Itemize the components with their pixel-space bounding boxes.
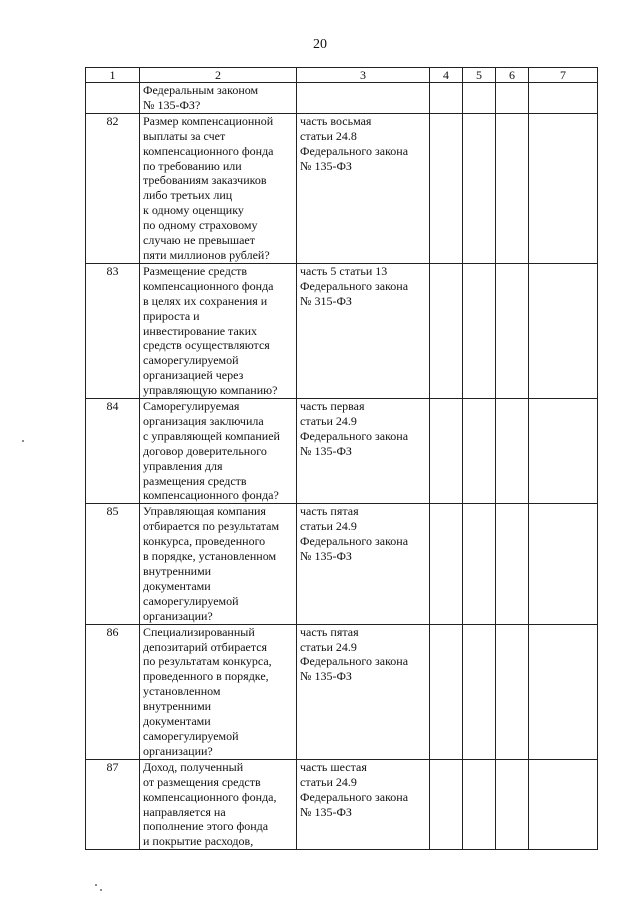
question-line: случаю не превышает [143,233,256,248]
requirement-question [140,83,297,114]
answer-cell [430,113,463,263]
row-number: 85 [86,504,140,624]
legal-reference [297,83,430,114]
question-line: в целях их сохранения и [143,293,268,308]
answer-cell [496,399,529,504]
answer-cell [529,504,598,624]
answer-cell [463,624,496,759]
question-line: инвестирование таких [143,323,258,338]
reference-line: часть 5 статьи 13 [300,263,388,278]
answer-cell [430,624,463,759]
question-line: № 135-ФЗ? [143,97,201,112]
row-number [86,83,140,114]
question-line: в порядке, установленном [143,549,277,564]
question-line: конкурса, проведенного [143,534,266,549]
row-number: 84 [86,399,140,504]
legal-reference [297,504,430,624]
column-header: 3 [297,68,430,83]
legal-reference [297,759,430,849]
question-line: требованиям заказчиков [143,173,267,188]
row-number: 87 [86,759,140,849]
answer-cell [529,83,598,114]
question-line: депозитарий отбирается [143,639,268,654]
table-row [86,624,598,759]
reference-line: часть первая [300,399,365,414]
question-line: саморегулируемой [143,353,239,368]
question-line: от размещения средств [143,774,261,789]
reference-line: часть пятая [300,624,359,639]
reference-line: статьи 24.9 [300,519,357,534]
answer-cell [529,759,598,849]
reference-line: Федерального закона [300,143,409,158]
table-row [86,759,598,849]
question-line: Управляющая компания [143,504,266,519]
reference-line: Федерального закона [300,654,409,669]
table-row [86,504,598,624]
question-line: документами [143,578,211,593]
question-line: управляющую компанию? [143,383,278,398]
requirement-question [140,504,297,624]
question-line: организация заключила [143,413,264,428]
legal-reference [297,263,430,398]
answer-cell [496,504,529,624]
answer-cell [529,263,598,398]
question-line: выплаты за счет [143,128,226,143]
reference-line: часть восьмая [300,113,372,128]
reference-line: № 135-ФЗ [300,804,352,819]
question-line: либо третьих лиц [143,188,233,203]
question-line: с управляющей компанией [143,428,280,443]
question-line: установленном [143,684,221,699]
answer-cell [496,263,529,398]
question-line: Доход, полученный [143,759,244,774]
reference-line: Федерального закона [300,278,409,293]
question-line: по одному страховому [143,218,258,233]
question-line: внутренними [143,564,212,578]
column-header: 4 [430,68,463,83]
answer-cell [463,504,496,624]
answer-cell [430,83,463,114]
question-line: и покрытие расходов, [143,834,254,849]
reference-line: № 135-ФЗ [300,549,352,564]
answer-cell [463,759,496,849]
column-header: 6 [496,68,529,83]
reference-line: часть пятая [300,504,359,519]
requirement-question [140,624,297,759]
question-line: саморегулируемой [143,593,239,608]
question-line: компенсационного фонда [143,278,274,293]
question-line: Размер компенсационной [143,113,274,128]
reference-line: Федерального закона [300,789,409,804]
reference-line: № 135-ФЗ [300,443,352,458]
question-line: к одному оценщику [143,203,244,218]
column-header: 2 [140,68,297,83]
legal-reference [297,113,430,263]
column-header: 1 [86,68,140,83]
requirement-question [140,759,297,849]
legal-reference [297,399,430,504]
column-header: 5 [463,68,496,83]
answer-cell [529,624,598,759]
answer-cell [463,399,496,504]
question-line: организации? [143,608,213,623]
question-line: по результатам конкурса, [143,654,272,669]
reference-line: часть шестая [300,759,367,774]
requirement-question [140,263,297,398]
table-row [86,83,598,114]
column-header: 7 [529,68,598,83]
table-row [86,113,598,263]
question-line: по требованию или [143,158,242,173]
answer-cell [496,759,529,849]
question-line: компенсационного фонда? [143,488,279,503]
question-line: организацией через [143,368,244,383]
question-line: саморегулируемой [143,728,239,743]
reference-line: статьи 24.9 [300,413,357,428]
reference-line: Федерального закона [300,534,409,549]
answer-cell [496,624,529,759]
question-line: размещения средств [143,473,247,488]
row-number: 82 [86,113,140,263]
answer-cell [430,504,463,624]
answer-cell [463,263,496,398]
reference-line: статьи 24.9 [300,639,357,654]
requirement-question [140,113,297,263]
answer-cell [430,399,463,504]
page-number: 20 [313,37,327,52]
header-row [86,68,598,83]
question-line: договор доверительного [143,443,267,458]
reference-line: статьи 24.9 [300,774,357,789]
reference-line: № 315-ФЗ [300,293,352,308]
scan-speck [95,884,97,886]
question-line: внутренними [143,699,212,714]
answer-cell [463,113,496,263]
question-line: отбирается по результатам [143,519,280,534]
answer-cell [496,83,529,114]
question-line: пополнение этого фонда [143,819,269,834]
reference-line: № 135-ФЗ [300,669,352,684]
row-number: 83 [86,263,140,398]
reference-line: статьи 24.8 [300,128,357,143]
question-line: управления для [143,458,223,473]
reference-line: № 135-ФЗ [300,158,352,173]
row-number: 86 [86,624,140,759]
legal-reference [297,624,430,759]
scan-speck [22,440,24,442]
question-line: организации? [143,743,213,758]
answer-cell [529,113,598,263]
question-line: прироста и [143,308,200,323]
answer-cell [463,83,496,114]
requirement-question [140,399,297,504]
answer-cell [430,759,463,849]
scan-speck [100,889,102,891]
table-body [86,68,598,850]
question-line: направляется на [143,804,226,819]
question-line: компенсационного фонда, [143,789,277,804]
answer-cell [496,113,529,263]
question-line: Саморегулируемая [143,399,240,414]
answer-cell [529,399,598,504]
question-line: Федеральным законом [143,83,259,97]
table-row [86,399,598,504]
question-line: средств осуществляются [143,338,270,353]
reference-line: Федерального закона [300,428,409,443]
answer-cell [430,263,463,398]
question-line: проведенного в порядке, [143,669,269,684]
question-line: пяти миллионов рублей? [143,247,270,262]
question-line: компенсационного фонда [143,143,274,158]
question-line: Размещение средств [143,263,248,278]
table-row [86,263,598,398]
checklist-table [85,67,598,850]
question-line: документами [143,714,211,729]
question-line: Специализированный [143,624,255,639]
